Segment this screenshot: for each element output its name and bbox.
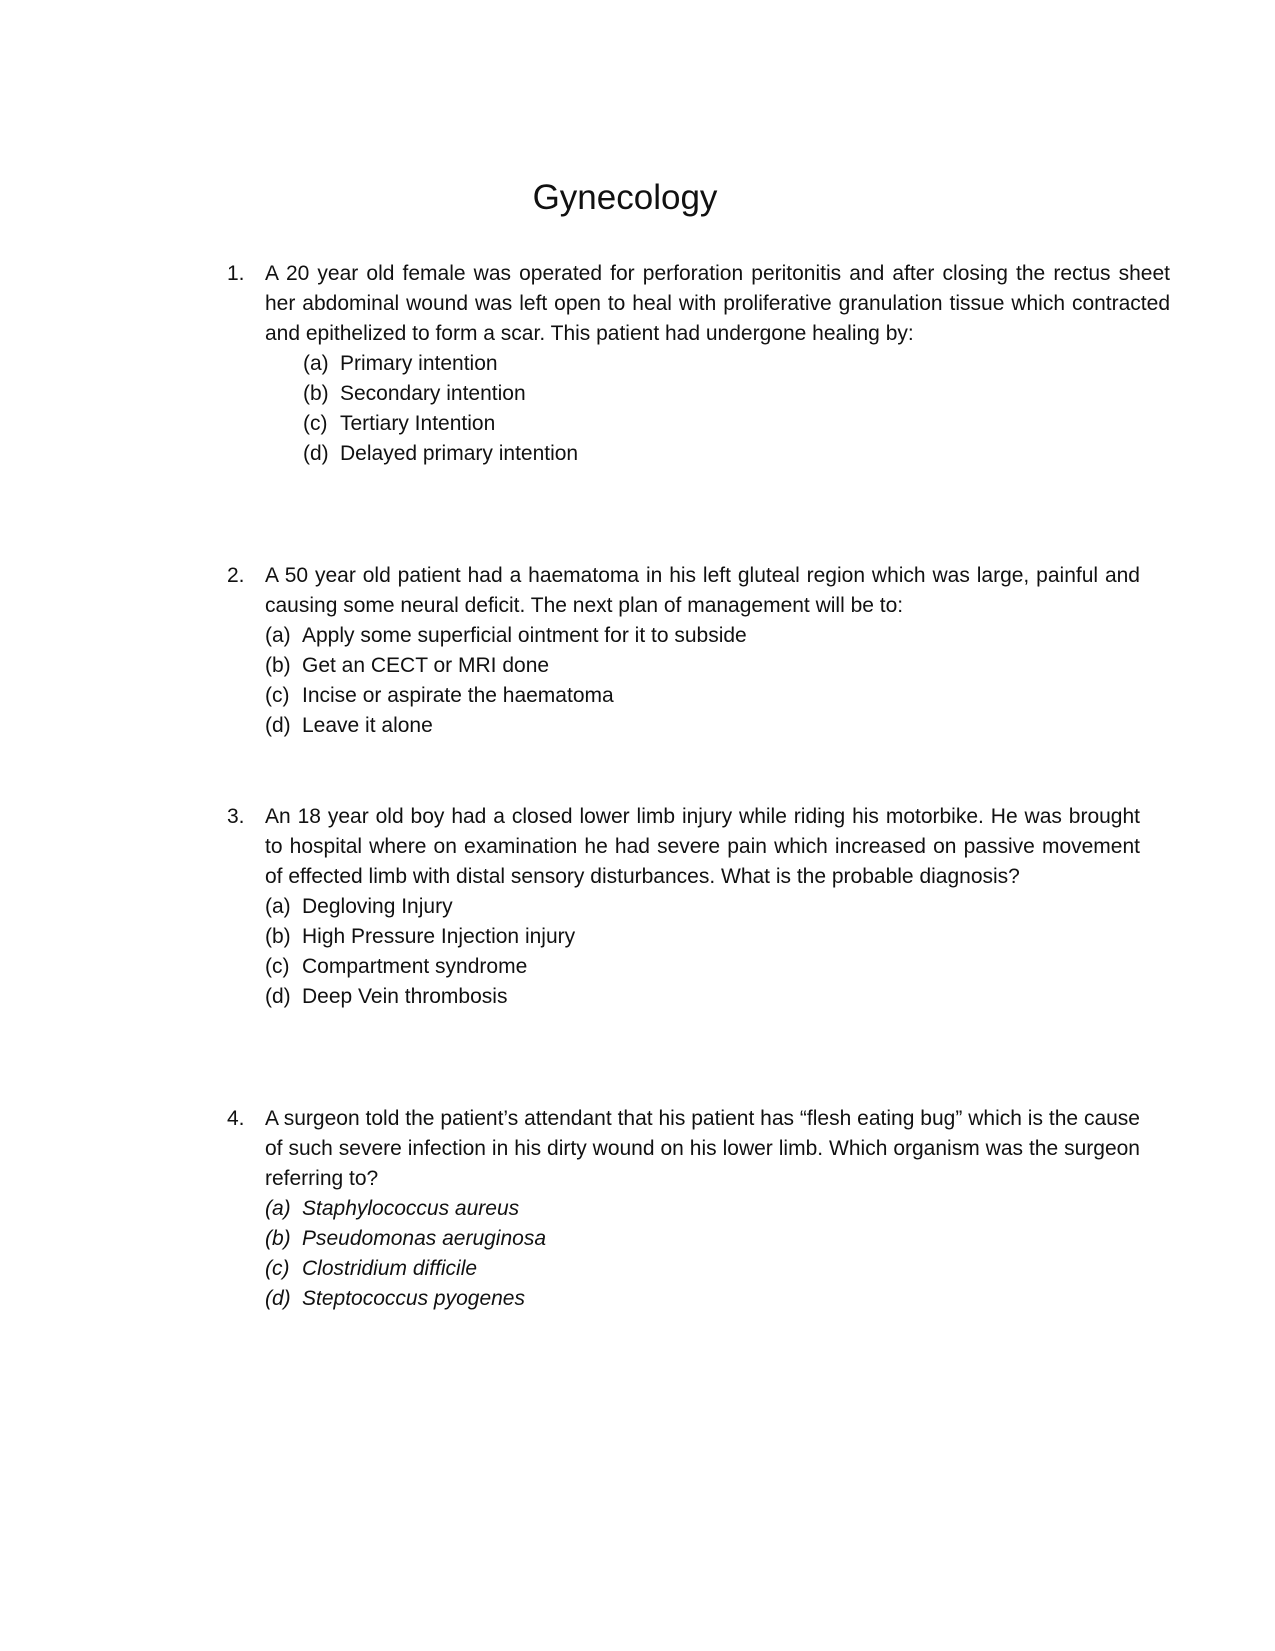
option-text: Secondary intention	[340, 382, 526, 405]
option-d	[265, 711, 1140, 741]
option-letter: (d)	[265, 985, 291, 1008]
option-text: Tertiary Intention	[340, 412, 496, 435]
option-text: Delayed primary intention	[340, 442, 579, 465]
option-letter: (d)	[303, 442, 329, 465]
option-text: Staphylococcus aureus	[302, 1197, 520, 1220]
question-number: 2.	[227, 564, 245, 587]
option-letter: (a)	[265, 624, 291, 647]
option-b	[265, 651, 1140, 681]
question-stem	[227, 259, 1170, 349]
option-text: Pseudomonas aeruginosa	[302, 1227, 547, 1250]
option-a	[265, 1194, 1140, 1224]
option-letter: (c)	[265, 1257, 290, 1280]
option-letter: (a)	[303, 352, 329, 375]
option-text: Primary intention	[340, 352, 498, 375]
option-letter: (b)	[265, 1227, 291, 1250]
option-c	[303, 409, 1140, 439]
option-letter: (a)	[265, 895, 291, 918]
option-c	[265, 1254, 1140, 1284]
option-letter: (b)	[265, 654, 291, 677]
option-text: High Pressure Injection injury	[302, 925, 576, 948]
question-text: An 18 year old boy had a closed lower limb injury while riding his motorbike. He was brought to hospital where on examination he had severe pain which increased on passive movement of effected limb with distal sensory disturbances. What is the probable diagnosis?	[265, 805, 1140, 888]
option-a	[303, 349, 1140, 379]
option-b	[303, 379, 1140, 409]
option-c	[265, 681, 1140, 711]
question-text: A surgeon told the patient’s attendant that his patient has “flesh eating bug” which is the cause of such severe infection in his dirty wound on his lower limb. Which organism was the surgeon referring to?	[265, 1107, 1140, 1190]
option-text: Clostridium difficile	[302, 1257, 478, 1280]
question-text: A 50 year old patient had a haematoma in his left gluteal region which was large, painful and causing some neural deficit. The next plan of management will be to:	[265, 564, 1140, 617]
option-c	[265, 952, 1140, 982]
option-text: Deep Vein thrombosis	[302, 985, 508, 1008]
option-a	[265, 621, 1140, 651]
option-letter: (b)	[265, 925, 291, 948]
page-title: Gynecology	[532, 178, 718, 217]
question-2	[227, 561, 1140, 741]
option-b	[265, 1224, 1140, 1254]
question-stem	[227, 802, 1140, 892]
option-d	[265, 1284, 1140, 1314]
option-b	[265, 922, 1140, 952]
option-text: Compartment syndrome	[302, 955, 528, 978]
question-stem	[227, 1104, 1140, 1194]
option-a	[265, 892, 1140, 922]
question-3	[227, 802, 1140, 1012]
option-list	[227, 892, 1140, 1012]
question-stem	[227, 561, 1140, 621]
question-number: 4.	[227, 1107, 245, 1130]
option-letter: (c)	[303, 412, 328, 435]
option-letter: (a)	[265, 1197, 291, 1220]
option-letter: (c)	[265, 684, 290, 707]
option-letter: (d)	[265, 714, 291, 737]
question-1	[227, 259, 1170, 469]
option-list	[227, 621, 1140, 741]
option-list	[227, 349, 1140, 469]
option-list	[227, 1194, 1140, 1314]
option-text: Apply some superficial ointment for it to subside	[302, 624, 747, 647]
option-d	[265, 982, 1140, 1012]
option-text: Leave it alone	[302, 714, 433, 737]
option-d	[303, 439, 1140, 469]
option-text: Incise or aspirate the haematoma	[302, 684, 614, 707]
question-text: A 20 year old female was operated for perforation peritonitis and after closing the rectus sheet her abdominal wound was left open to heal with proliferative granulation tissue which contracted and epithelized to form a scar. This patient had undergone healing by:	[265, 262, 1170, 345]
option-text: Steptococcus pyogenes	[302, 1287, 525, 1310]
question-number: 1.	[227, 262, 245, 285]
option-text: Degloving Injury	[302, 895, 453, 918]
option-letter: (d)	[265, 1287, 291, 1310]
question-4	[227, 1104, 1140, 1314]
question-number: 3.	[227, 805, 245, 828]
option-letter: (b)	[303, 382, 329, 405]
option-letter: (c)	[265, 955, 290, 978]
option-text: Get an CECT or MRI done	[302, 654, 550, 677]
